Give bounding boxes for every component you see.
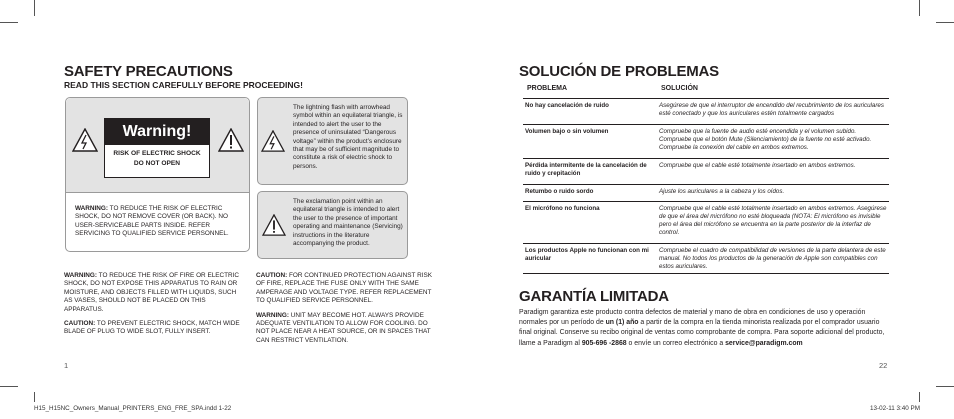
warranty-title: GARANTÍA LIMITADA (519, 288, 669, 305)
crop-mark (34, 0, 35, 16)
column-header-solution: SOLUCIÓN (661, 85, 698, 92)
table-row (523, 159, 889, 185)
problem-cell: Pérdida intermitente de la cancelación de ruido y crepitación (523, 159, 653, 185)
safety-title: SAFETY PRECAUTIONS (64, 63, 233, 80)
problem-cell: Retumbo o ruido sordo (523, 185, 653, 202)
table-row (523, 99, 889, 125)
warning-box-text: WARNING: TO REDUCE THE RISK OF ELECTRIC SHOCK, DO NOT REMOVE COVER (OR BACK). NO USER-SERVICEABLE PARTS INSIDE. REFER SERVICING TO QUALIFIED SERVICE PERSONNEL. (75, 205, 229, 238)
warranty-text: Paradigm garantiza este producto contra defectos de material y mano de obra en condiciones de uso y operación normales por un período de un (1) año a partir de la compra en la tienda minorista realizada por el comprador usuario final original. Conserve su recibo original de ventas como comprobante de compra. Para soporte adicional del producto, llame a Paradigm al 905-696 -2868 o envíe un correo electrónico a service@paradigm.com (519, 309, 885, 347)
table-row (523, 185, 889, 202)
table-row (523, 244, 889, 274)
crop-mark (34, 392, 35, 402)
exclamation-note-box (257, 191, 408, 259)
warning-paragraph: WARNING: TO REDUCE THE RISK OF FIRE OR ELECTRIC SHOCK, DO NOT EXPOSE THIS APPARATUS TO RAIN OR MOISTURE, AND OBJECTS FILLED WITH LIQUIDS, SUCH AS VASES, SHOULD NOT BE PLACED ON THIS APPARATUS. (64, 272, 240, 313)
lightning-note-box (257, 97, 408, 185)
table-row (523, 202, 889, 244)
troubleshooting-table (523, 98, 889, 274)
slug-datetime: 13-02-11 3:40 PM (870, 405, 920, 412)
problem-cell: El micrófono no funciona (523, 202, 653, 244)
warning-heading: Warning! (105, 119, 209, 145)
risk-line-2: DO NOT OPEN (133, 160, 181, 167)
solution-cell: Compruebe que el cable esté totalmente insertado en ambos extremos. (653, 159, 889, 185)
slug-filename: H15_H15NC_Owners_Manual_PRINTERS_ENG_FRE_SPA.indd 1-22 (34, 405, 232, 412)
solution-cell: Ajuste los auriculares a la cabeza y los oídos. (653, 185, 889, 202)
risk-line-1: RISK OF ELECTRIC SHOCK (113, 150, 201, 157)
lightning-triangle-icon (72, 128, 98, 152)
exclamation-note-text: The exclamation point within an equilateral triangle is intended to alert the user to the presence of important operating and maintenance (Servicing) instructions in the literature accompanying the product. (293, 198, 403, 248)
safety-subtitle: READ THIS SECTION CAREFULLY BEFORE PROCEEDING! (64, 80, 303, 90)
caution-paragraph: CAUTION: FOR CONTINUED PROTECTION AGAINST RISK OF FIRE, REPLACE THE FUSE ONLY WITH THE SAME AMPERAGE AND VOLTAGE TYPE. REFER REPLACEMENT TO QUALIFIED SERVICE PERSONNEL. (256, 272, 432, 305)
lightning-note-text: The lightning flash with arrowhead symbol within an equilateral triangle, is intended to alert the user to the presence of uninsulated “Dangerous voltage” within the product’s enclosure that may be of sufficient magnitude to constitute a risk of electric shock to persons. (293, 104, 403, 170)
crop-mark (919, 392, 920, 402)
exclamation-triangle-icon (218, 128, 244, 152)
safety-col-2 (256, 272, 434, 345)
crop-mark (0, 386, 18, 387)
troubleshooting-title: SOLUCIÓN DE PROBLEMAS (519, 63, 719, 80)
lightning-triangle-icon (261, 130, 285, 152)
solution-cell: Compruebe que la fuente de audio esté encendida y el volumen subido. Compruebe que el botón Mute (Silenciamiento) de la fuente no esté activado. Compruebe la conexión del cable en ambos extremos. (653, 125, 889, 159)
crop-mark (936, 22, 954, 23)
problem-cell: Los productos Apple no funcionan con mi auricular (523, 244, 653, 274)
caution-paragraph: CAUTION: TO PREVENT ELECTRIC SHOCK, MATCH WIDE BLADE OF PLUG TO WIDE SLOT, FULLY INSERT. (64, 320, 240, 336)
page-number-right: 22 (879, 361, 888, 370)
safety-col-1 (64, 272, 244, 337)
solution-cell: Compruebe que el cable esté totalmente insertado en ambos extremos. Asegúrese de que el área del micrófono no esté bloqueada (NOTA: El micrófono es invisible pero el área del micrófono se encuentra en la parte posterior de la interfaz de control. (653, 202, 889, 244)
table-row (523, 125, 889, 159)
warning-paragraph: WARNING: UNIT MAY BECOME HOT. ALWAYS PROVIDE ADEQUATE VENTILATION TO ALLOW FOR COOLING. DO NOT PLACE NEAR A HEAT SOURCE, OR IN SPACES THAT CAN RESTRICT VENTILATION. (256, 311, 431, 344)
page-number-left: 1 (64, 361, 69, 370)
problem-cell: No hay cancelación de ruido (523, 99, 653, 125)
solution-cell: Compruebe el cuadro de compatibilidad de versiones de la parte delantera de este manual. No todos los productos de la generación de Apple son compatibles con estos auriculares. (653, 244, 889, 274)
problem-cell: Volumen bajo o sin volumen (523, 125, 653, 159)
column-header-problem: PROBLEMA (527, 85, 568, 92)
warning-label (104, 118, 210, 178)
warning-box (65, 97, 250, 252)
solution-cell: Asegúrese de que el interruptor de encendido del recubrimiento de los auriculares esté conectado y que los auriculares estén totalmente cargados (653, 99, 889, 125)
crop-mark (0, 22, 18, 23)
exclamation-triangle-icon (262, 214, 286, 236)
crop-mark (936, 386, 954, 387)
crop-mark (919, 0, 920, 16)
